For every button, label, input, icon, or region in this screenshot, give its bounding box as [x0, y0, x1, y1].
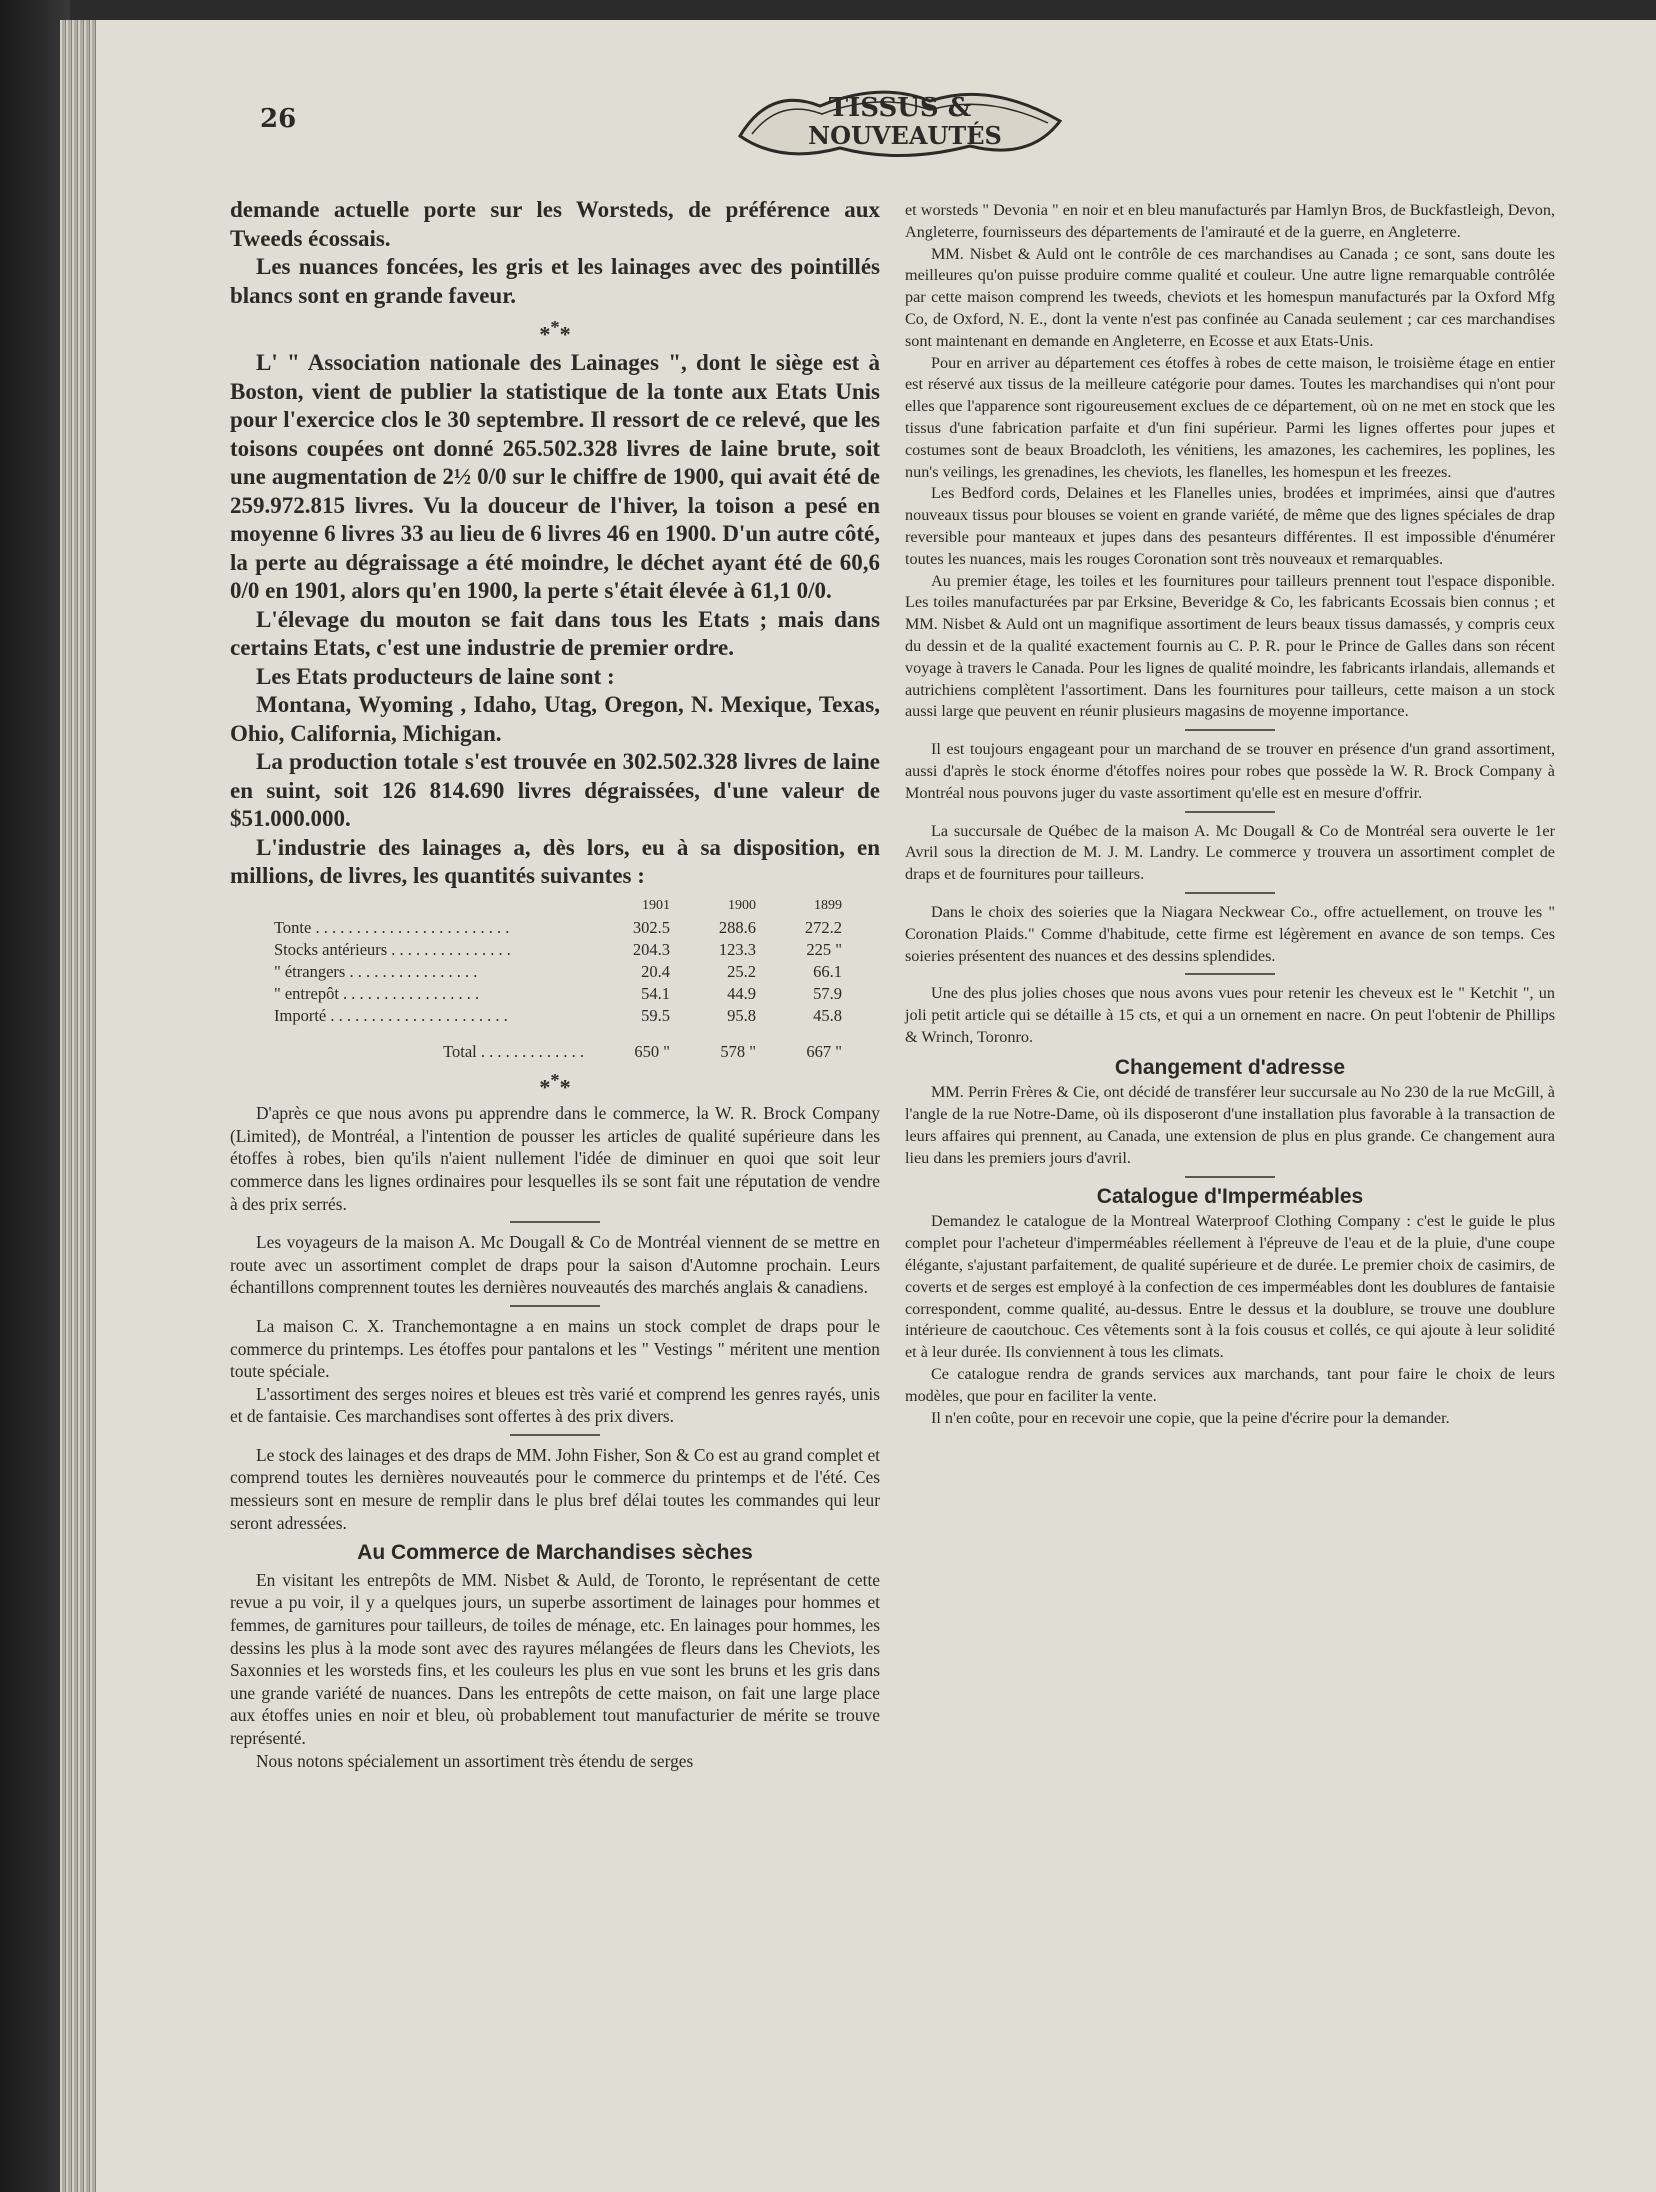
masthead-logo	[730, 76, 1070, 166]
paragraph: La maison C. X. Tranchemontagne a en mains un stock complet de draps pour le commerce du printemps. Les étoffes pour pantalons et les " Vestings " méritent une mention toute spéciale.	[230, 1315, 880, 1382]
divider	[1185, 1176, 1275, 1178]
paragraph: Ce catalogue rendra de grands services aux marchands, tant pour faire le choix de leurs modèles, que pour en faciliter la vente.	[905, 1365, 1555, 1405]
table-row	[266, 939, 850, 961]
wool-stats-table	[266, 895, 850, 1063]
table-row	[266, 917, 850, 939]
page-edges	[60, 20, 96, 2192]
asterism: ***	[539, 1069, 571, 1100]
paragraph: D'après ce que nous avons pu apprendre dans le commerce, la W. R. Brock Company (Limited), de Montréal, a l'intention de pousser les articles de qualité supérieure dans les étoffes à robes, bien qu'ils n'aient nullement l'idée de diminuer en quoi que soit leur commerce dans les lignes ordinaires pour lesquelles ils se sont fait une réputation de vendre à des prix serrés.	[230, 1103, 880, 1214]
paragraph: MM. Nisbet & Auld ont le contrôle de ces marchandises au Canada ; ce sont, sans doute les meilleures qu'on puisse produire comme qualité et couleur. Une autre ligne remarquable contrôlée par cette maison comprend les tweeds, cheviots et les homespun manufacturés par la Oxford Mfg Co, de Oxford, N. E., dont la vente n'est pas confinée au Canada seulement ; car ces marchandises sont maintenant en demande en Angleterre, en Ecosse et aux Etats-Unis.	[905, 244, 1555, 350]
paragraph: Les Bedford cords, Delaines et les Flanelles unies, brodées et imprimées, ainsi que d'autres nouveaux tissus pour blouses se voient en grande variété, de même que des lignes spéciales de drap reversible pour manteaux et jupes dans des pesanteurs différentes. Il est impossible d'énumérer toutes les nuances, mais les rouges Coronation sont très nouveaux et remarquables.	[905, 484, 1555, 568]
section-heading: Changement d'adresse	[1114, 1055, 1346, 1079]
paragraph: La succursale de Québec de la maison A. Mc Dougall & Co de Montréal sera ouverte le 1er Avril sous la direction de M. J. M. Landry. Le commerce y trouvera un assortiment complet de draps et de fournitures pour tailleurs.	[905, 821, 1555, 884]
asterism: ***	[539, 317, 571, 347]
paragraph: et worsteds " Devonia " en noir et en bleu manufacturés par Hamlyn Bros, de Buckfastleigh, Devon, Angleterre, fournisseurs des départements de l'amirauté et de la guerre, en Angleterre.	[905, 201, 1555, 241]
row-label: Total . . . . . . . . . . . . .	[443, 1041, 584, 1061]
cell: 20.4	[641, 961, 670, 981]
page-number: 26	[260, 104, 297, 134]
cell: 650 "	[634, 1041, 670, 1061]
table-header-row	[266, 895, 850, 917]
left-column	[230, 196, 880, 1772]
logo-line1: TISSUS &	[828, 93, 972, 123]
paragraph: Les Etats producteurs de laine sont :	[256, 663, 615, 689]
paragraph: L' " Association nationale des Lainages ", dont le siège est à Boston, vient de publier la statistique de la tonte aux Etats Unis pour l'exercice clos le 30 septembre. Il ressort de ce relevé, que les toisons coupées ont donné 265.502.328 livres de laine brute, soit une augmentation de 2½ 0/0 sur le chiffre de 1900, qui avait été de 259.972.815 livres. Vu la douceur de l'hiver, la toison a pesé en moyenne 6 livres 33 au lieu de 6 livres 46 en 1900. D'un autre côté, la perte au dégraissage a été moindre, le déchet ayant été de 60,6 0/0 en 1901, alors qu'en 1900, la perte s'était élevée à 61,1 0/0.	[230, 350, 880, 604]
right-column	[905, 200, 1555, 1429]
paragraph: Pour en arriver au département ces étoffes à robes de cette maison, le troisième étage en entier est réservé aux tissus de la meilleure catégorie pour dames. Toutes les marchandises qui n'ont pour elles que l'apparence sont rigoureusement exclues de ce département, où on ne met en stock que les tissus d'une fabrication parfaite et d'un fini supérieur. Parmi les lignes offertes pour jupes et costumes sont de beaux Broadcloth, les vénitiens, les amazones, les cachemires, les poplines, les nun's veilings, les grenadines, les cheviots, les flanelles, les homespun et les freezes.	[905, 353, 1555, 481]
year-header: 1899	[814, 897, 842, 913]
divider	[1185, 892, 1275, 894]
cell: 66.1	[813, 961, 842, 981]
divider	[510, 1434, 600, 1436]
cell: 288.6	[718, 917, 756, 937]
paragraph: MM. Perrin Frères & Cie, ont décidé de transférer leur succursale au No 230 de la rue McGill, à l'angle de la rue Notre-Dame, où ils disposeront d'une installation plus favorable à la transaction de leurs affaires qui prennent, au Canada, une extension de plus en plus grande. Ce changement aura lieu dans les premiers jours d'avril.	[905, 1083, 1555, 1167]
paragraph: La production totale s'est trouvée en 302.502.328 livres de laine en suint, soit 126 814.690 livres dégraissées, d'une valeur de $51.000.000.	[230, 749, 880, 832]
paragraph: L'élevage du mouton se fait dans tous les Etats ; mais dans certains Etats, c'est une industrie de premier ordre.	[230, 606, 880, 661]
cell: 45.8	[813, 1005, 842, 1025]
cell: 59.5	[641, 1005, 670, 1025]
row-label: Importé . . . . . . . . . . . . . . . . . . . . . .	[274, 1005, 508, 1025]
paragraph: Au premier étage, les toiles et les fournitures pour tailleurs prennent tout l'espace disponible. Les toiles manufacturées par par Erksine, Beveridge & Co, les fabricants Ecossais bien connus ; et MM. Nisbet & Auld ont un magnifique assortiment de leurs beaux tissus damassés, y compris ceux du dessin et de la qualité exactement fournis au C. P. R. pour le Prince de Galles dans son récent voyage à travers le Canada. Pour les lignes de qualité moindre, les fabricants irlandais, allemands et autrichiens complètent l'assortiment. Dans les fournitures pour tailleurs, cette maison a un stock aussi large que peuvent en réunir plusieurs magasins de moyenne importance.	[905, 571, 1555, 721]
cell: 95.8	[727, 1005, 756, 1025]
paragraph: L'industrie des lainages a, dès lors, eu à sa disposition, en millions, de livres, les quantités suivantes :	[230, 834, 880, 889]
cell: 57.9	[813, 983, 842, 1003]
paragraph: demande actuelle porte sur les Worsteds, de préférence aux Tweeds écossais.	[230, 197, 880, 251]
paragraph: Il est toujours engageant pour un marchand de se trouver en présence d'un grand assortiment, aussi d'après le stock énorme d'étoffes noires pour robes que possède la W. R. Brock Company à Montréal nous pouvons juger du vaste assortiment qu'elle est en mesure d'offrir.	[905, 740, 1555, 802]
paragraph: L'assortiment des serges noires et bleues est très varié et comprend les genres rayés, unis et de fantaisie. Ces marchandises sont offertes à des prix divers.	[230, 1383, 880, 1427]
row-label: Tonte . . . . . . . . . . . . . . . . . . . . . . . .	[274, 917, 510, 937]
table-row	[266, 983, 850, 1005]
paragraph: Dans le choix des soieries que la Niagara Neckwear Co., offre actuellement, on trouve les " Coronation Plaids." Comme d'habitude, cette firme est légèrement en avance de son temps. Ces soieries présentent des nuances et des dessins splendides.	[905, 902, 1555, 965]
logo-line2: NOUVEAUTÉS	[808, 121, 1002, 150]
table-row	[266, 1005, 850, 1027]
cell: 302.5	[632, 917, 670, 937]
cell: 54.1	[641, 983, 670, 1003]
paragraph: En visitant les entrepôts de MM. Nisbet & Auld, de Toronto, le représentant de cette revue a pu voir, il y a quelques jours, un superbe assortiment de lainages pour hommes et femmes, de garnitures pour tailleurs, de toiles de ménage, etc. En lainages pour hommes, les dessins les plus à la mode sont avec des rayures mélangées de fleurs dans les Cheviots, les Saxonnies et les worsteds fins, et les couleurs les plus en vue sont les bruns et les gris dans une grande variété de nuances. Dans les entrepôts de cette maison, on fait une large place aux étoffes unies en noir et bleu, où probablement tout manufacturier de mérite se trouve représenté.	[230, 1569, 880, 1748]
paragraph: Les voyageurs de la maison A. Mc Dougall & Co de Montréal viennent de se mettre en route avec un assortiment complet de draps pour la saison d'Automne prochain. Leurs échantillons comprennent toutes les dernières nouveautés des marchés anglais & canadiens.	[230, 1232, 880, 1298]
divider	[510, 1221, 600, 1223]
row-label: " étrangers . . . . . . . . . . . . . . . .	[274, 961, 478, 981]
divider	[510, 1305, 600, 1307]
paragraph: Une des plus jolies choses que nous avons vues pour retenir les cheveux est le " Ketchit ", un joli petit article qui se détaille à 15 cts, et qui a un ornement en nacre. On peut l'obtenir de Phillips & Wrinch, Toronro.	[905, 984, 1555, 1046]
paragraph: Il n'en coûte, pour en recevoir une copie, que la peine d'écrire pour la demander.	[931, 1408, 1450, 1427]
paragraph: Nous notons spécialement un assortiment très étendu de serges	[256, 1750, 694, 1771]
year-header: 1901	[642, 897, 670, 913]
section-heading: Catalogue d'Imperméables	[1096, 1184, 1364, 1208]
divider	[1185, 811, 1275, 813]
cell: 225 "	[806, 939, 842, 959]
row-label: " entrepôt . . . . . . . . . . . . . . . . .	[274, 983, 480, 1003]
divider	[1185, 729, 1275, 731]
paragraph: Montana, Wyoming , Idaho, Utag, Oregon, N. Mexique, Texas, Ohio, California, Michigan.	[230, 692, 880, 746]
cell: 204.3	[632, 939, 670, 959]
paragraph: Demandez le catalogue de la Montreal Waterproof Clothing Company : c'est le guide le plus complet pour l'acheteur d'imperméables réellement à l'épreuve de l'eau et de la pluie, d'une coupe élégante, s'ajustant parfaitement, de qualité supérieure et de durée. Le premier choix de casimirs, de coverts et de serges est employé à la confection de ces imperméables dont les doublures de fantaisie correspondent, comme qualité, au-dessus. Entre le dessus et la doublure, se trouve une doublure intérieure de caoutchouc. Ces vêtements sont à la fois cousus et collés, ce qui ajoute à leur solidité et à leur durée. Ils conviennent à tous les climats.	[905, 1212, 1555, 1362]
cell: 123.3	[718, 939, 756, 959]
section-heading: Au Commerce de Marchandises sèches	[357, 1541, 753, 1565]
year-header: 1900	[728, 897, 756, 913]
cell: 667 "	[806, 1041, 842, 1061]
table-total-row	[266, 1027, 850, 1063]
table-row	[266, 961, 850, 983]
cell: 25.2	[727, 961, 756, 981]
row-label: Stocks antérieurs . . . . . . . . . . . . . . .	[274, 939, 511, 959]
divider	[1185, 973, 1275, 975]
cell: 44.9	[727, 983, 756, 1003]
cell: 578 "	[720, 1041, 756, 1061]
paragraph: Le stock des lainages et des draps de MM. John Fisher, Son & Co est au grand complet et comprend toutes les dernières nouveautés pour le commerce du printemps et de l'été. Ces messieurs sont en mesure de remplir dans le plus bref délai toutes les commandes qui leur seront adressées.	[230, 1444, 880, 1533]
paragraph: Les nuances foncées, les gris et les lainages avec des pointillés blancs sont en grande faveur.	[230, 254, 880, 308]
cell: 272.2	[804, 917, 842, 937]
